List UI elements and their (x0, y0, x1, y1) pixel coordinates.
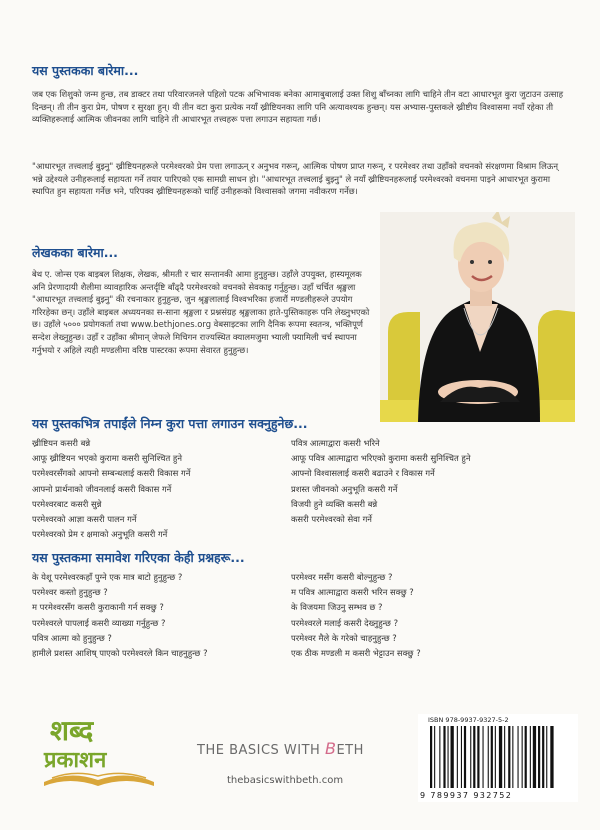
open-book-icon (44, 773, 154, 786)
barcode-bars (418, 714, 578, 802)
list-item: ख्रीष्टियन कसरी बन्ने (32, 438, 91, 448)
series-brand (197, 739, 364, 758)
barcode-bar (448, 726, 449, 788)
list-item: परमेश्वर मसँग कसरी बोल्नुहुन्छ ? (291, 572, 393, 582)
publisher-logo (40, 712, 160, 792)
list-item: विजयी हुने व्यक्ति कसरी बन्ने (291, 498, 378, 509)
barcode-bar (518, 726, 519, 788)
list-item: पवित्र आत्मा को हुनुहुन्छ ? (32, 632, 112, 643)
list-item: आफू पवित्र आत्माद्वारा भरिएको कुरामा कसरी सुनिश्चित हुने (291, 453, 471, 464)
barcode-bar (546, 726, 547, 788)
author-photo (380, 212, 575, 422)
barcode-bar (538, 726, 540, 788)
barcode-bar (530, 726, 531, 788)
isbn-barcode (418, 714, 578, 802)
brand-prefix: THE BASICS WITH (197, 743, 325, 758)
barcode-bar (495, 726, 496, 788)
barcode-bar (533, 726, 536, 788)
list-item: म परमेश्वरसँग कसरी कुराकानी गर्न सक्छु ? (32, 602, 164, 613)
barcode-bar (439, 726, 440, 788)
barcode-bar (550, 726, 553, 788)
barcode-bar (512, 726, 513, 788)
list-item: हामीले प्रशस्त आशिष् पाएको परमेश्वरले किन चाहनुहुन्छ ? (32, 648, 208, 659)
barcode-bar (488, 726, 489, 788)
list-item: कसरी परमेश्वरको सेवा गर्ने (291, 514, 372, 525)
isbn-text: ISBN 978-9937-9327-5-2 (428, 716, 509, 724)
about-book-paragraph-2: "आधारभूत तत्त्वलाई बुझ्नु" ख्रीष्टियनहरूले परमेश्वरको प्रेम पत्ता लगाऊन् र अनुभव गरून्, आत्मिक पोषण प्राप्त गरून्, र परमेश्वर तथा उहाँको वचनको संरक्षणमा विश्राम लिऊन् भन्ने उद्देश्यले उनीहरूलाई सहायता गर्ने तयार पारिएको एक सामग्री साधन हो। "आधारभूत तत्त्वलाई बुझ्नु" ले नयाँ ख्रीष्टियनहरूलाई परमेश्वरको वचनमा पाइने आधारभूत कुरामा स्थापित हुन सहायता गर्नेछ भने, परिपक्व ख्रीष्टियनहरूको चाहिँ उनीहरूको विश्वासको जगमा नवीकरण गर्नेछ। (32, 161, 559, 197)
barcode-bar (522, 726, 523, 788)
list-item: परमेश्वरसँगको आफ्नो सम्बन्धलाई कसरी विकास गर्ने (32, 468, 191, 479)
list-item: एक ठीक मण्डली म कसरी भेट्टाउन सक्छु ? (291, 648, 421, 659)
logo-word-1: शब्द (50, 714, 94, 747)
barcode-bar (470, 726, 471, 788)
questions-heading: यस पुस्तकमा समावेश गरिएका केही प्रश्नहरू... (32, 550, 245, 565)
barcode-bar (499, 726, 502, 788)
barcode-bar (491, 726, 493, 788)
list-item: पवित्र आत्माद्वारा कसरी भरिने (291, 438, 380, 448)
about-author-heading: लेखकका बारेमा... (32, 245, 118, 260)
barcode-bar (483, 726, 484, 788)
barcode-bar (430, 726, 432, 788)
list-item: के येशू परमेश्वरकहाँ पुग्ने एक मात्र बाटो हुनुहुन्छ ? (32, 572, 183, 582)
barcode-bar (443, 726, 445, 788)
barcode-bar (457, 726, 458, 788)
barcode-bar (434, 726, 435, 788)
barcode-bar (461, 726, 462, 788)
discover-list-left (32, 436, 190, 542)
barcode-bar (525, 726, 527, 788)
logo-word-2: प्रकाशन (44, 748, 107, 773)
discover-list-right (291, 436, 471, 527)
list-item: परमेश्वरबाट कसरी सुन्ने (32, 498, 102, 509)
about-author-paragraph: बेथ ए. जोन्स एक बाइबल शिक्षक, लेखक, श्रीमती र चार सन्तानकी आमा हुनुहुन्छ। उहाँले उपयुक्त, हास्यमूलक अनि प्रेरणादायी शैलीमा व्यावहारिक अन्तर्दृष्टि बाँढ्दै परमेश्वरको वचनको सेवकाइ गर्नुहुन्छ। उहाँ चर्चित श्रृङ्खला "आधारभूत तत्त्वलाई बुझ्नु" की रचनाकार हुनुहुन्छ, जुन श्रृङ्खलालाई विश्वभरिका हजारौं मण्डलीहरूले उपयोग गरिरहेका छन्। उहाँले बाइबल अध्ययनका स-साना श्रृङ्खला र प्रश्नसंग्रह श्रृङ्खलाका हाते-पुस्तिकाहरू पनि लेख्नुभएको छ। उहाँले ५००० प्रयोगकर्ता तथा www.bethjones.org वेबसाइटका लागि दैनिक रूपमा स्वतन्त्र, भक्तिपूर्ण सन्देश लेख्नुहुन्छ। उहाँ र उहाँका श्रीमान् जेफले मिचिगन राज्यस्थित क्यालमजुमा भ्याली फ्यामिली चर्च स्थापना गर्नुभयो र अहिले त्यही मण्डलीमा वरिष्ठ पास्टरका रूपमा सेवारत हुनुहुन्छ। (32, 269, 370, 355)
questions-list-right (291, 570, 421, 661)
brand-initial: B (324, 739, 337, 758)
list-item: म पवित्र आत्माद्वारा कसरी भरिन सक्छु ? (291, 587, 414, 598)
list-item: परमेश्वर कस्तो हुनुहुन्छ ? (32, 587, 108, 598)
barcode-bar (508, 726, 510, 788)
barcode-bar (542, 726, 544, 788)
list-item: परमेश्वरको प्रेम र क्षमाको अनुभूति कसरी गर्ने (32, 529, 168, 540)
barcode-bar (451, 726, 454, 788)
list-item: आफू ख्रीष्टियन भएको कुरामा कसरी सुनिश्चित हुने (32, 453, 182, 464)
publisher-logo-art (40, 712, 160, 792)
barcode-bar (464, 726, 466, 788)
author-photo-illustration (380, 212, 575, 422)
barcode-bar (477, 726, 479, 788)
list-item: परमेश्वरको आज्ञा कसरी पालन गर्ने (32, 514, 137, 525)
list-item: के विजयमा जिउनु सम्भव छ ? (291, 602, 383, 613)
list-item: परमेश्वरले पापलाई कसरी व्याख्या गर्नुहुन्छ ? (32, 617, 166, 628)
brand-suffix: ETH (336, 743, 364, 758)
list-item: परमेश्वर मैले के गरेको चाहनुहुन्छ ? (291, 632, 397, 643)
barcode-bar (473, 726, 475, 788)
list-item: आफ्नो प्रार्थनाको जीवनलाई कसरी विकास गर्ने (32, 483, 172, 494)
barcode-bar (504, 726, 505, 788)
discover-heading: यस पुस्तकभित्र तपाईंले निम्न कुरा पत्ता लगाउन सक्नुहुनेछ... (32, 416, 308, 431)
about-book-heading: यस पुस्तकका बारेमा... (32, 63, 139, 78)
list-item: परमेश्वरले मलाई कसरी देख्नुहुन्छ ? (291, 617, 399, 628)
about-book-paragraph-1: जब एक शिशुको जन्म हुन्छ, तब डाक्टर तथा परिवारजनले पहिलो पटक अभिभावक बनेका आमाबुबालाई उक्त शिशु बाँच्नका लागि चाहिने तीन वटा आधारभूत कुरा जुटाउन उत्साह दिन्छन्। ती तीन कुरा प्रेम, पोषण र सुरक्षा हुन्। यी तीन वटा कुरा प्रत्येक नयाँ ख्रीष्टियनका लागि पनि अत्यावश्यक हुन्छन्। यस अभ्यास-पुस्तकले ख्रीष्टीय विश्वासमा नयाँ रहेका ती व्यक्तिहरूलाई आत्मिक जीवनका लागि चाहिने ती आधारभूत तत्त्वहरू पत्ता लगाउन सहायता गर्छ। (32, 89, 564, 125)
website-url: thebasicswithbeth.com (227, 775, 344, 786)
questions-list-left (32, 570, 208, 661)
barcode-number: 9 789937 932752 (420, 791, 513, 800)
list-item: प्रशस्त जीवनको अनुभूति कसरी गर्ने (291, 483, 398, 494)
list-item: आफ्नो विश्वासलाई कसरी बढाउने र विकास गर्ने (291, 468, 435, 479)
